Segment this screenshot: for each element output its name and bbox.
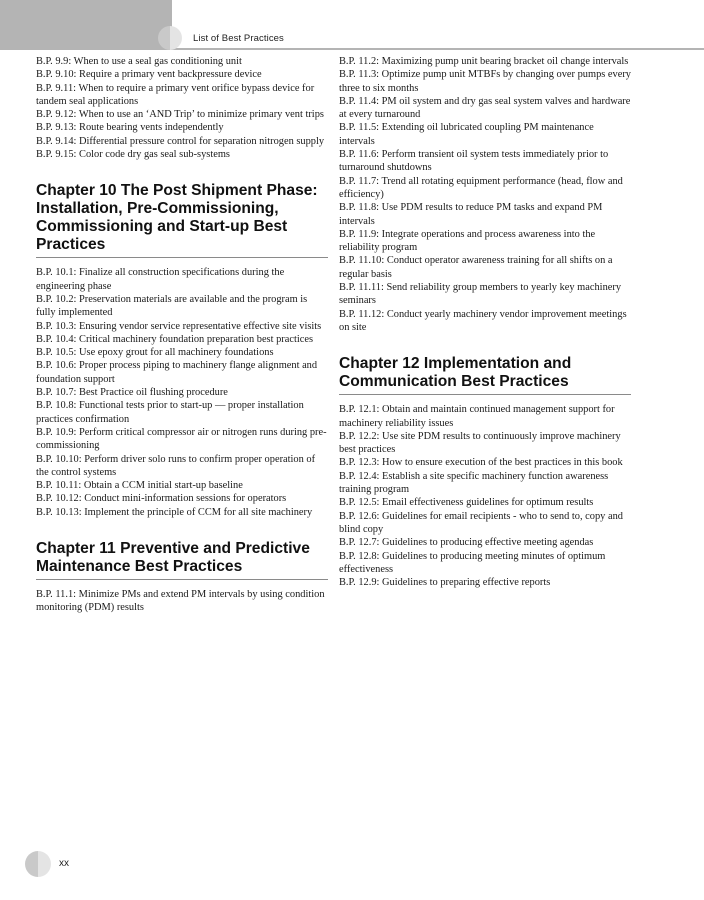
best-practice-entry: B.P. 11.4: PM oil system and dry gas seal system valves and hardware at every turnaround [339,95,631,121]
best-practice-entry: B.P. 12.7: Guidelines to producing effective meeting agendas [339,537,594,549]
best-practice-entry: B.P. 10.11: Obtain a CCM initial start-up baseline [36,480,243,492]
best-practice-entry: B.P. 10.1: Finalize all construction specifications during the engineering phase [36,267,285,292]
best-practice-entry: B.P. 11.10: Conduct operator awareness training for all shifts on a regular basis [339,255,613,280]
best-practice-entry: B.P. 9.10: Require a primary vent backpressure device [36,69,262,81]
best-practice-entry: B.P. 9.14: Differential pressure control for separation nitrogen supply [36,135,325,147]
header-band [0,0,172,50]
best-practice-entry: B.P. 12.6: Guidelines for email recipients - who to send to, copy and blind copy [339,510,623,535]
best-practice-entry: B.P. 12.1: Obtain and maintain continued management support for machinery reliability issues [339,404,615,429]
chapter10-entry-list [36,266,328,519]
chapter12-heading: Chapter 12 Implementation and Communication Best Practices [339,355,631,395]
best-practice-entry: B.P. 9.13: Route bearing vents independently [36,122,224,134]
best-practice-entry: B.P. 12.9: Guidelines to preparing effective reports [339,577,551,589]
best-practice-entry: B.P. 11.2: Maximizing pump unit bearing bracket oil change intervals [339,56,629,67]
best-practice-entry: B.P. 10.6: Proper process piping to machinery flange alignment and foundation support [36,360,318,385]
best-practice-entry: B.P. 10.4: Critical machinery foundation preparation best practices [36,333,314,345]
chapter10-heading: Chapter 10 The Post Shipment Phase: Installation, Pre-Commissioning, Commissioning and Start-up Best Practices [36,182,328,258]
chapter11-entry-list [36,588,328,615]
best-practice-entry: B.P. 11.6: Perform transient oil system tests immediately prior to turnaround shutdowns [339,149,609,174]
best-practice-entry: B.P. 12.3: How to ensure execution of the best practices in this book [339,457,623,469]
best-practice-entry: B.P. 10.9: Perform critical compressor air or nitrogen runs during pre-commissioning [36,426,327,452]
chapter11-heading: Chapter 11 Preventive and Predictive Maintenance Best Practices [36,540,328,580]
best-practice-entry: B.P. 11.11: Send reliability group members to yearly key machinery seminars [339,282,622,307]
page-number: xx [59,858,69,869]
best-practice-entry: B.P. 10.13: Implement the principle of CCM for all site machinery [36,506,313,518]
chapter9-entry-list [36,55,328,161]
header-tab-marker [158,26,182,50]
best-practice-entry: B.P. 12.4: Establish a site specific machinery function awareness training program [339,470,609,496]
best-practice-entry: B.P. 10.8: Functional tests prior to start-up — proper installation practices confirmation [36,400,304,425]
best-practice-entry: B.P. 9.12: When to use an ‘AND Trip’ to minimize primary vent trips [36,109,324,121]
best-practice-entry: B.P. 12.5: Email effectiveness guidelines for optimum results [339,497,594,509]
best-practice-entry: B.P. 11.3: Optimize pump unit MTBFs by changing over pumps every three to six months [339,69,631,94]
best-practice-entry: B.P. 9.15: Color code dry gas seal sub-systems [36,149,230,161]
best-practice-entry: B.P. 11.5: Extending oil lubricated coupling PM maintenance intervals [339,122,594,147]
footer-tab-marker [25,851,51,877]
best-practice-entry: B.P. 11.9: Integrate operations and process awareness into the reliability program [339,228,596,254]
chapter12-entry-list [339,403,631,589]
best-practice-entry: B.P. 9.9: When to use a seal gas conditioning unit [36,56,242,67]
best-practice-entry: B.P. 11.7: Trend all rotating equipment performance (head, flow and efficiency) [339,175,623,200]
best-practice-entry: B.P. 11.8: Use PDM results to reduce PM tasks and expand PM intervals [339,202,603,227]
best-practice-entry: B.P. 12.2: Use site PDM results to continuously improve machinery best practices [339,430,621,456]
best-practice-entry: B.P. 12.8: Guidelines to producing meeting minutes of optimum effectiveness [339,550,606,575]
best-practice-entry: B.P. 10.7: Best Practice oil flushing procedure [36,387,228,399]
chapter11-continued-entry-list [339,55,631,334]
best-practice-entry: B.P. 11.12: Conduct yearly machinery vendor improvement meetings on site [339,308,627,333]
best-practice-entry: B.P. 9.11: When to require a primary vent orifice bypass device for tandem seal applications [36,82,315,107]
running-head: List of Best Practices [193,33,284,44]
header-rule [172,48,704,50]
right-column [339,55,631,589]
best-practice-entry: B.P. 10.5: Use epoxy grout for all machinery foundations [36,347,274,359]
best-practice-entry: B.P. 10.10: Perform driver solo runs to confirm proper operation of the control systems [36,453,316,478]
left-column [36,55,328,615]
best-practice-entry: B.P. 10.3: Ensuring vendor service representative effective site visits [36,320,322,332]
best-practice-entry: B.P. 10.2: Preservation materials are available and the program is fully implemented [36,293,308,319]
best-practice-entry: B.P. 11.1: Minimize PMs and extend PM intervals by using condition monitoring (PDM) results [36,589,325,614]
best-practice-entry: B.P. 10.12: Conduct mini-information sessions for operators [36,493,287,505]
